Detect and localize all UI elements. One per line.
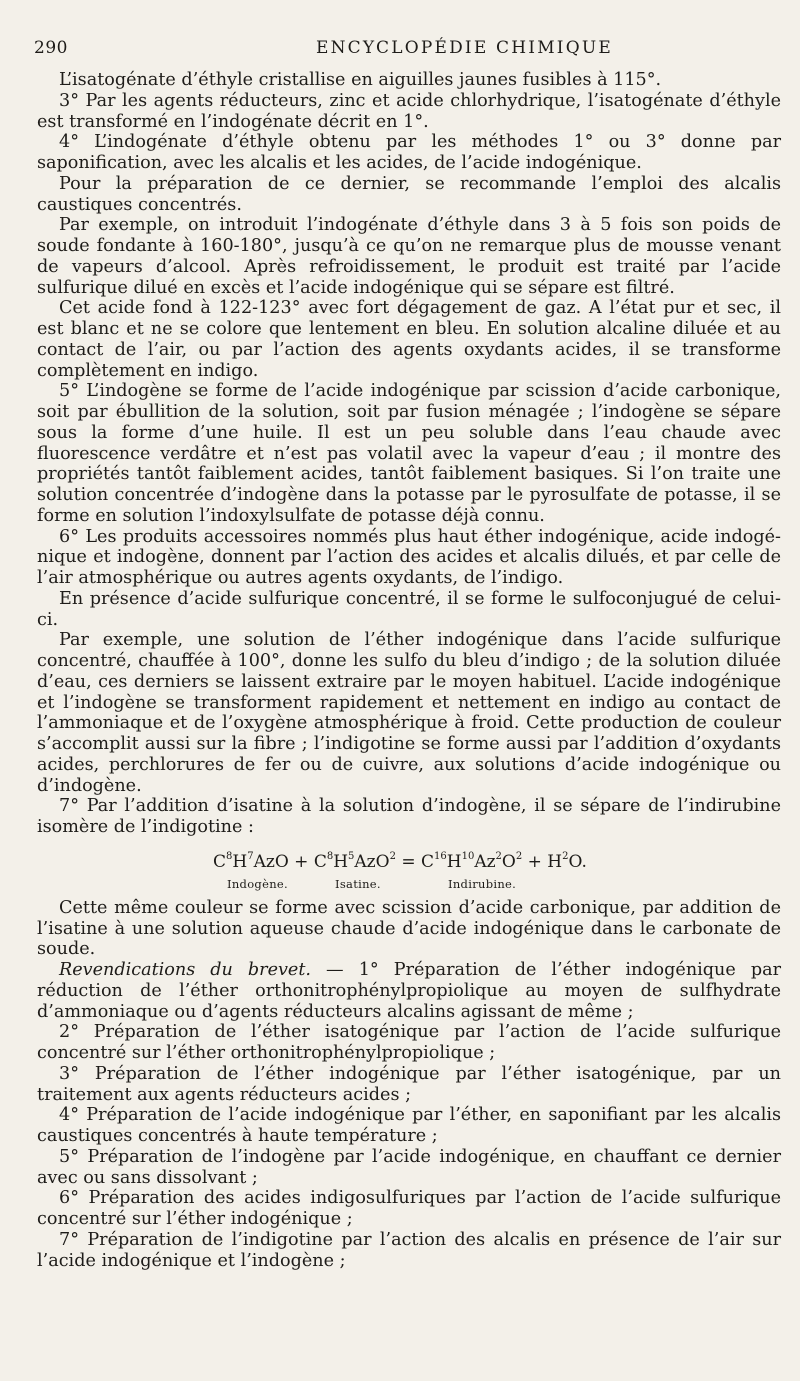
label-isatine: Isatine. <box>335 876 381 891</box>
paragraph: 7° Par l’addition d’isatine à la solution d’indogène, il se sépare de l’indirubine isomère de l’indigotine : <box>37 796 781 837</box>
body-text <box>37 70 781 1271</box>
paragraph: En présence d’acide sulfurique concentré, il se forme le sulfoconjugué de celui-ci. <box>37 588 781 630</box>
claim-item: — 1° Préparation de l’éther indogénique par réduction de l’éther orthonitrophénylpropiolique au moyen de sulfhydrate d’ammoniaque ou d’agents réducteurs alcalins agissant de même ; <box>37 960 781 1022</box>
claims-heading: Revendications du brevet. <box>59 960 312 980</box>
claim-item: 4° Préparation de l’acide indogénique par l’éther, en saponifiant par les alcalis caustiques concentrés à haute température ; <box>37 1105 781 1146</box>
paragraph: 6° Les produits accessoires nommés plus haut éther indogénique, acide indogénique et indogène, donnent par l’action des acides et alcalis dilués, et par celle de l’air atmosphérique ou autres agents oxydants, de l’indigo. <box>37 526 781 588</box>
running-title: ENCYCLOPÉDIE CHIMIQUE <box>316 38 613 58</box>
paragraph: L’isatogénate d’éthyle cristallise en aiguilles jaunes fusibles à 115°. <box>59 70 662 90</box>
claim-item: 7° Préparation de l’indigotine par l’action des alcalis en présence de l’air sur l’acide indogénique et l’indogène ; <box>37 1229 781 1271</box>
claim-item: 3° Préparation de l’éther indogénique par l’éther isatogénique, par un traitement aux agents réducteurs acides ; <box>37 1063 781 1105</box>
claim-item: 2° Préparation de l’éther isatogénique par l’action de l’acide sulfurique concentré sur l’éther orthonitrophénylpropiolique ; <box>37 1022 781 1063</box>
paragraph: Pour la préparation de ce dernier, se recommande l’emploi des alcalis caustiques concentrés. <box>37 173 781 215</box>
paragraph: Par exemple, une solution de l’éther indogénique dans l’acide sulfurique concentré, chauffée à 100°, donne les sulfo du bleu d’indigo ; de la solution diluée d’eau, ces derniers se laissent extraire par le moyen habituel. L’acide indogénique et l’indogène se transforment rapidement et nettement en indigo au contact de l’ammoniaque et de l’oxygène atmosphérique à froid. Cette production de couleur s’accomplit aussi sur la fibre ; l’indigotine se forme aussi par l’addition d’oxydants acides, perchlorures de fer ou de cuivre, aux solutions d’acide indogénique ou d’indogène. <box>37 630 781 796</box>
page-header <box>34 38 800 62</box>
equation-labels <box>213 872 781 891</box>
paragraph: 5° L’indogène se forme de l’acide indogénique par scission d’acide carbonique, soit par ébullition de la solution, soit par fusion ménagée ; l’indogène se sépare sous la forme d’une huile. Il est un peu soluble dans l’eau chaude avec fluorescence verdâtre et n’est pas volatil avec la vapeur d’eau ; il montre des propriétés tantôt faiblement acides, tantôt faiblement basiques. Si l’on traite une solution concentrée d’indogène dans la potasse par le pyrosulfate de potasse, il se forme en solution l’indoxylsulfate de potasse déjà connu. <box>37 381 781 526</box>
claims-intro <box>37 960 781 1022</box>
chemical-equation <box>37 851 781 891</box>
claim-item: 6° Préparation des acides indigosulfuriques par l’action de l’acide sulfurique concentré sur l’éther indogénique ; <box>37 1188 781 1229</box>
paragraph: Cette même couleur se forme avec scission d’acide carbonique, par addition de l’isatine à une solution aqueuse chaude d’acide indogénique dans le carbonate de soude. <box>37 897 781 960</box>
paragraph: Cet acide fond à 122-123° avec fort dégagement de gaz. A l’état pur et sec, il est blanc et ne se colore que lentement en bleu. En solution alcaline diluée et au contact de l’air, ou par l’action des agents oxydants acides, il se transforme complètement en indigo. <box>37 298 781 381</box>
paragraph: 3° Par les agents réducteurs, zinc et acide chlorhydrique, l’isatogénate d’éthyle est transformé en l’indogénate décrit en 1°. <box>37 90 781 132</box>
equation-formula: $C^8H^7AzO + C^8H^5AzO^2 = C^{16}H^{10}Az^2O^2 + H^2O$. <box>213 851 587 872</box>
page-number: 290 <box>34 38 68 58</box>
label-indogene: Indogène. <box>227 876 288 891</box>
label-indirubine: Indirubine. <box>448 876 517 891</box>
paragraph: Par exemple, on introduit l’indogénate d’éthyle dans 3 à 5 fois son poids de soude fondante à 160-180°, jusqu’à ce qu’on ne remarque plus de mousse venant de vapeurs d’alcool. Après refroidissement, le produit est traité par l’acide sulfurique dilué en excès et l’acide indogénique qui se sépare est filtré. <box>37 215 781 298</box>
claim-item: 5° Préparation de l’indogène par l’acide indogénique, en chauffant ce dernier avec ou sans dissolvant ; <box>37 1146 781 1188</box>
paragraph: 4° L’indogénate d’éthyle obtenu par les méthodes 1° ou 3° donne par saponification, avec les alcalis et les acides, de l’acide indogénique. <box>37 132 781 173</box>
